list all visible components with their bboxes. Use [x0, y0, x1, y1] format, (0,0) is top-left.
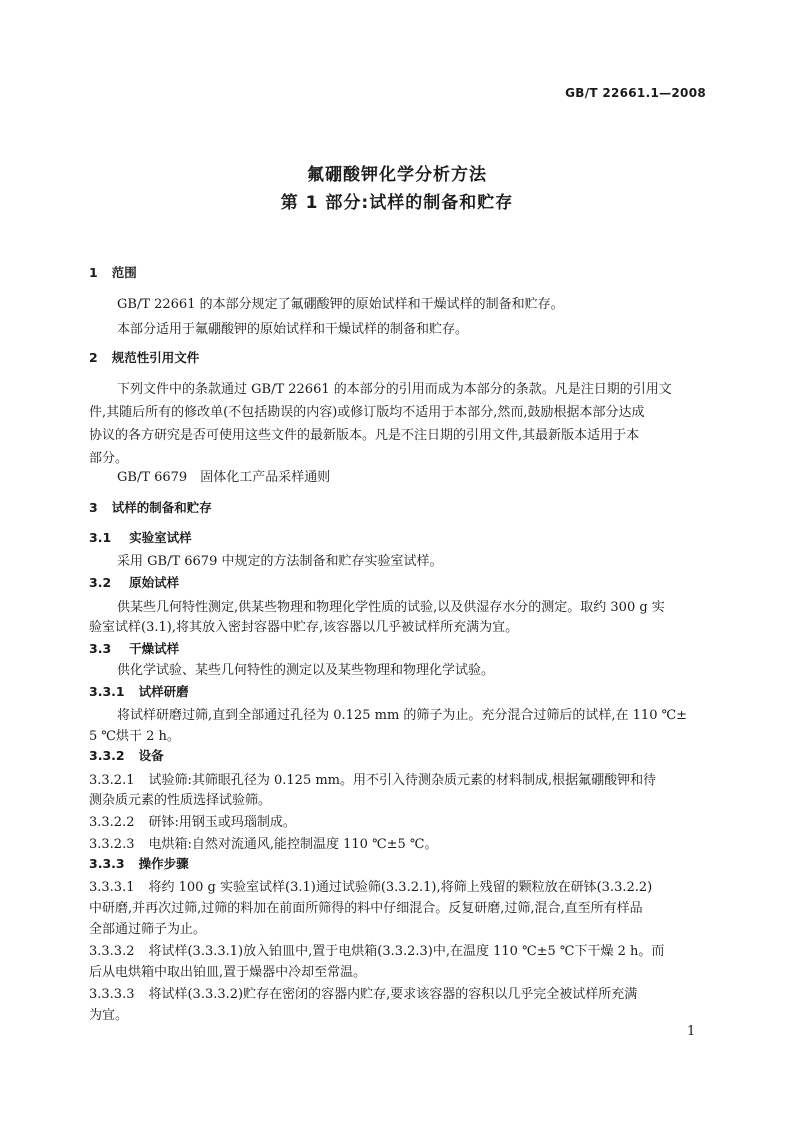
standard-code: GB/T 22661.1—2008	[565, 86, 706, 100]
section-3-3-3-heading: 3.3.3 操作步骤	[89, 856, 189, 871]
section-3-3-1-heading: 3.3.1 试样研磨	[89, 684, 189, 699]
section-3-3-1-paragraph: 将试样研磨过筛,直到全部通过孔径为 0.125 mm 的筛子为止。充分混合过筛后的试样,在 110 ℃±	[117, 708, 688, 723]
section-3-2-heading: 3.2 原始试样	[89, 575, 180, 590]
clause-3-3-2-1: 3.3.2.1 试验筛:其筛眼孔径为 0.125 mm。用不引入待测杂质元素的材料制成,根据氟硼酸钾和待	[89, 773, 657, 788]
section-1-paragraph: GB/T 22661 的本部分规定了氟硼酸钾的原始试样和干燥试样的制备和贮存。	[117, 297, 564, 312]
clause-3-3-3-3-cont: 为宜。	[89, 1008, 129, 1023]
clause-3-3-3-3: 3.3.3.3 将试样(3.3.3.2)贮存在密闭的容器内贮存,要求该容器的容积以几乎完全被试样所充满	[89, 987, 638, 1002]
section-3-1-heading: 3.1 实验室试样	[89, 530, 192, 545]
clause-3-3-2-1-cont: 测杂质元素的性质选择试验筛。	[89, 793, 272, 808]
document-title-line2: 第 1 部分:试样的制备和贮存	[280, 193, 514, 213]
section-3-2-paragraph: 验室试样(3.1),将其放入密封容器中贮存,该容器以几乎被试样所充满为宜。	[89, 620, 519, 635]
section-3-3-2-heading: 3.3.2 设备	[89, 748, 164, 763]
page-number: 1	[687, 1024, 696, 1039]
clause-3-3-3-1: 3.3.3.1 将约 100 g 实验室试样(3.1)通过试验筛(3.3.2.1),将筛上残留的颗粒放在研钵(3.3.2.2)	[89, 880, 653, 895]
section-3-3-1-paragraph: 5 ℃烘干 2 h。	[89, 729, 180, 744]
section-3-1-paragraph: 采用 GB/T 6679 中规定的方法制备和贮存实验室试样。	[117, 554, 443, 569]
section-2-paragraph: 协议的各方研究是否可使用这些文件的最新版本。凡是不注日期的引用文件,其最新版本适用于本	[89, 428, 640, 443]
section-3-3-paragraph: 供化学试验、某些几何特性的测定以及某些物理和物理化学试验。	[117, 663, 495, 678]
clause-3-3-3-2: 3.3.3.2 将试样(3.3.3.1)放入铂皿中,置于电烘箱(3.3.2.3)中,在温度 110 ℃±5 ℃下干燥 2 h。而	[89, 944, 665, 959]
section-1-heading: 1 范围	[89, 265, 137, 280]
section-1-paragraph: 本部分适用于氟硼酸钾的原始试样和干燥试样的制备和贮存。	[117, 322, 469, 337]
document-title-line1: 氟硼酸钾化学分析方法	[307, 165, 487, 185]
clause-3-3-2-2: 3.3.2.2 研钵:用钢玉或玛瑙制成。	[89, 815, 296, 830]
section-2-paragraph: 部分。	[89, 451, 129, 466]
section-2-paragraph: 下列文件中的条款通过 GB/T 22661 的本部分的引用而成为本部分的条款。凡是注日期的引用文	[117, 382, 672, 397]
clause-3-3-3-1-cont: 中研磨,并再次过筛,过筛的料加在前面所筛得的料中仔细混合。反复研磨,过筛,混合,直至所有样品	[89, 901, 643, 916]
clause-3-3-3-2-cont: 后从电烘箱中取出铂皿,置于燥器中冷却至常温。	[89, 965, 367, 980]
normative-reference: GB/T 6679 固体化工产品采样通则	[117, 470, 331, 485]
section-3-2-paragraph: 供某些几何特性测定,供某些物理和物理化学性质的试验,以及供湿存水分的测定。取约 300 g 实	[117, 600, 665, 615]
clause-3-3-3-1-cont: 全部通过筛子为止。	[89, 922, 207, 937]
section-3-3-heading: 3.3 干燥试样	[89, 641, 180, 656]
section-3-heading: 3 试样的制备和贮存	[89, 500, 212, 515]
section-2-heading: 2 规范性引用文件	[89, 350, 200, 365]
clause-3-3-2-3: 3.3.2.3 电烘箱:自然对流通风,能控制温度 110 ℃±5 ℃。	[89, 837, 438, 852]
section-2-paragraph: 件,其随后所有的修改单(不包括勘误的内容)或修订版均不适用于本部分,然而,鼓励根据本部分达成	[89, 405, 645, 420]
